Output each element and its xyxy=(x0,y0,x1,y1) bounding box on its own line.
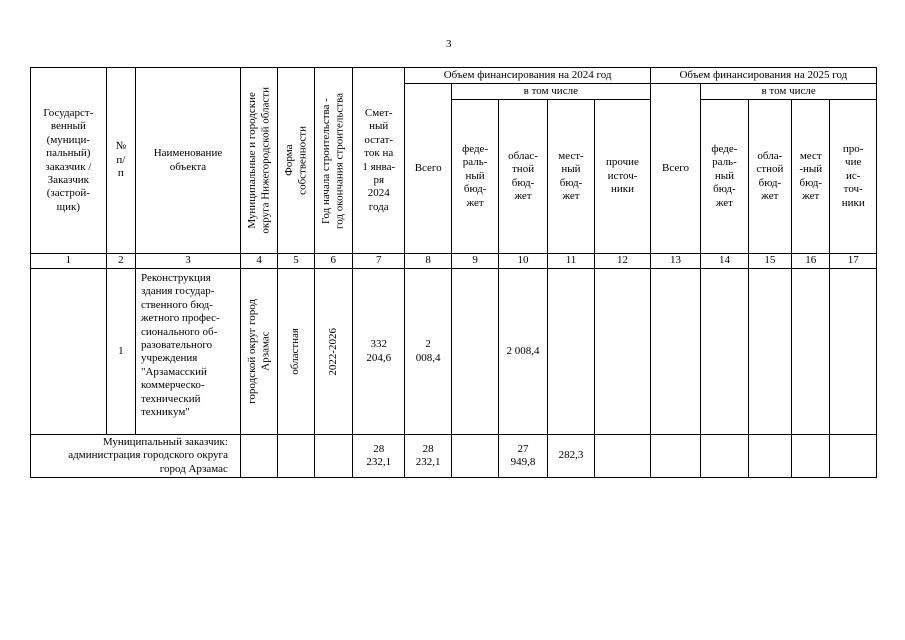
header-regional-2024: облас- тной бюд- жет xyxy=(499,100,547,254)
column-number: 1 xyxy=(31,254,107,269)
header-remainder: Смет- ный остат- ток на 1 янва- ря 2024 года xyxy=(352,68,404,254)
column-number: 5 xyxy=(278,254,314,269)
cell-federal-2025 xyxy=(701,435,748,478)
header-federal-2025: феде- раль- ный бюд- жет xyxy=(701,100,748,254)
cell-customer xyxy=(31,269,107,435)
cell-federal-2024 xyxy=(451,435,498,478)
column-number: 4 xyxy=(240,254,277,269)
header-total-2025: Всего xyxy=(650,84,700,254)
column-number: 17 xyxy=(830,254,877,269)
cell-other-2024 xyxy=(595,269,651,435)
cell-federal-2024 xyxy=(451,269,498,435)
table-row xyxy=(31,269,877,435)
header-num: № п/ п xyxy=(106,68,135,254)
cell-federal-2025 xyxy=(701,269,748,435)
header-local-2025: мест -ный бюд- жет xyxy=(792,100,830,254)
cell-local-2025 xyxy=(792,435,830,478)
column-number: 14 xyxy=(701,254,748,269)
header-funding-2025: Объем финансирования на 2025 год xyxy=(650,68,876,84)
cell-municipality xyxy=(240,435,277,478)
column-number: 2 xyxy=(106,254,135,269)
financing-table xyxy=(30,67,877,478)
cell-total-2024: 2 008,4 xyxy=(405,269,451,435)
header-including-2024: в том числе xyxy=(451,84,650,100)
cell-regional-2025 xyxy=(748,269,791,435)
header-name: Наименование объекта xyxy=(135,68,240,254)
column-number: 13 xyxy=(650,254,700,269)
cell-total-2025 xyxy=(650,435,700,478)
cell-local-2024: 282,3 xyxy=(547,435,594,478)
header-other-2025: про- чие ис- точ- ники xyxy=(830,100,877,254)
cell-remainder: 28 232,1 xyxy=(352,435,404,478)
header-ownership: Форма собственности xyxy=(278,68,314,254)
header-funding-2024: Объем финансирования на 2024 год xyxy=(405,68,650,84)
header-customer: Государст- венный (муници- пальный) заказчик / Заказчик (застрой- щик) xyxy=(31,68,107,254)
cell-municipality: городской округ город Арзамас xyxy=(240,269,277,435)
cell-total-2025 xyxy=(650,269,700,435)
page-number: 3 xyxy=(446,38,452,50)
cell-num: 1 xyxy=(106,269,135,435)
column-number: 3 xyxy=(135,254,240,269)
cell-remainder: 332 204,6 xyxy=(352,269,404,435)
cell-regional-2024: 27 949,8 xyxy=(499,435,547,478)
column-number: 6 xyxy=(314,254,352,269)
cell-ownership: областная xyxy=(278,269,314,435)
cell-other-2025 xyxy=(830,269,877,435)
column-number: 12 xyxy=(595,254,651,269)
column-number: 15 xyxy=(748,254,791,269)
header-including-2025: в том числе xyxy=(701,84,877,100)
column-number: 10 xyxy=(499,254,547,269)
column-number-row xyxy=(31,254,877,269)
column-number: 9 xyxy=(451,254,498,269)
cell-years: 2022-2026 xyxy=(314,269,352,435)
cell-regional-2024: 2 008,4 xyxy=(499,269,547,435)
cell-other-2024 xyxy=(595,435,651,478)
cell-other-2025 xyxy=(830,435,877,478)
cell-local-2024 xyxy=(547,269,594,435)
municipal-customer-label: Муниципальный заказчик: администрация городского округа город Арзамас xyxy=(31,435,241,478)
header-federal-2024: феде- раль- ный бюд- жет xyxy=(451,100,498,254)
total-row xyxy=(31,435,877,478)
column-number: 8 xyxy=(405,254,451,269)
cell-years xyxy=(314,435,352,478)
cell-local-2025 xyxy=(792,269,830,435)
column-number: 11 xyxy=(547,254,594,269)
cell-total-2024: 28 232,1 xyxy=(405,435,451,478)
column-number: 7 xyxy=(352,254,404,269)
cell-object-name: Реконструкция здания государ- ственного бюд- жетного профес- сионального об- разовательного учреждения "Арзамасский коммерческо- технический техникум" xyxy=(135,269,240,435)
header-total-2024: Всего xyxy=(405,84,451,254)
header-years: Год начала строительства - год окончания строительства xyxy=(314,68,352,254)
cell-regional-2025 xyxy=(748,435,791,478)
column-number: 16 xyxy=(792,254,830,269)
header-other-2024: прочие источ- ники xyxy=(595,100,651,254)
header-regional-2025: обла- стной бюд- жет xyxy=(748,100,791,254)
header-local-2024: мест- ный бюд- жет xyxy=(547,100,594,254)
cell-ownership xyxy=(278,435,314,478)
header-municipality: Муниципальные и городские округа Нижегородской области xyxy=(240,68,277,254)
